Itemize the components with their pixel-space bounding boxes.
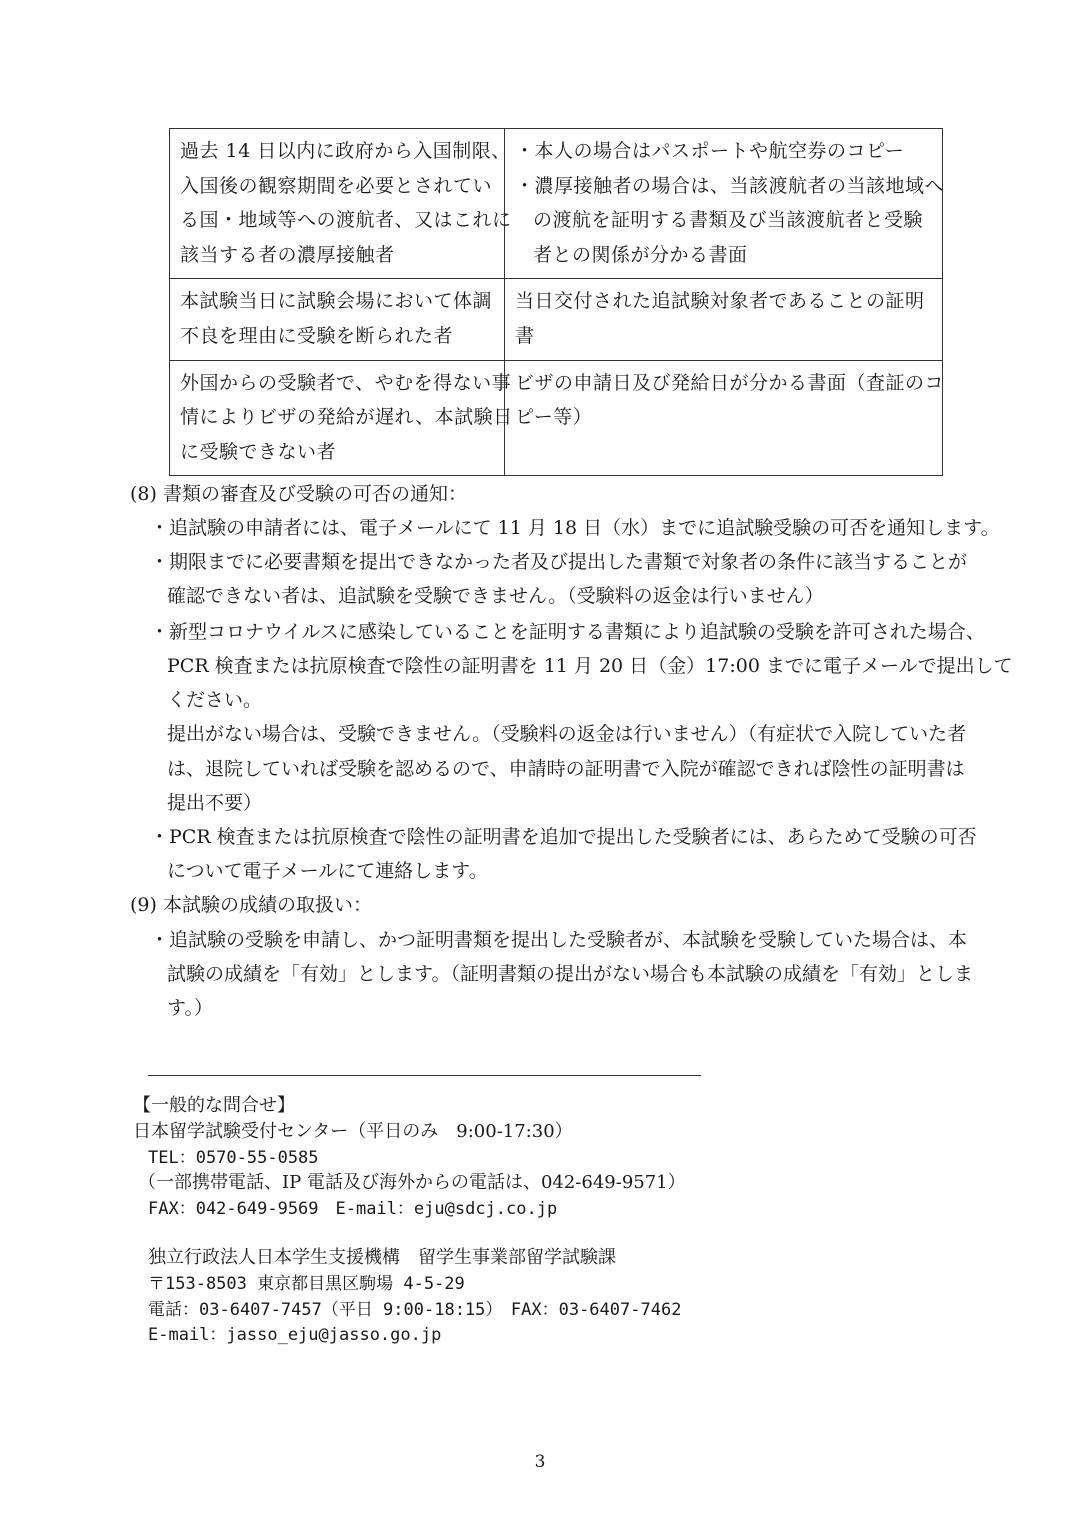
table-row	[170, 129, 943, 279]
section-8-bullet-continuation: は、退院していれば受験を認めるので、申請時の証明書で入院が確認できれば陰性の証明書は	[167, 758, 965, 780]
contact-heading: 【一般的な問合せ】	[133, 1095, 295, 1116]
section-8-bullet-continuation: 確認できない者は、追試験を受験できません。（受験料の返金は行いません）	[167, 585, 824, 607]
cell-text: 書	[515, 324, 535, 347]
table-cell-documents	[505, 129, 943, 279]
table-row	[170, 279, 943, 360]
table-cell-condition	[170, 360, 513, 476]
contact-center-name: 日本留学試験受付センター（平日のみ 9:00-17:30）	[133, 1121, 573, 1142]
contact-tel-note: （一部携帯電話、IP 電話及び海外からの電話は、042-649-9571）	[138, 1172, 686, 1193]
table-cell-condition	[170, 129, 512, 279]
cell-text: 者との関係が分かる書面	[533, 243, 748, 266]
cell-text: 不良を理由に受験を断られた者	[180, 324, 454, 347]
cell-text: ビザの申請日及び発給日が分かる書面（査証のコ	[515, 371, 945, 394]
section-8-heading: (8) 書類の審査及び受験の可否の通知：	[130, 483, 467, 505]
cell-text: 過去 14 日以内に政府から入国制限、	[180, 140, 511, 162]
section-8-bullet-continuation: について電子メールにて連絡します。	[167, 860, 488, 882]
cell-text: る国・地域等への渡航者、又はこれに	[180, 209, 512, 232]
cell-text: ・濃厚接触者の場合は、当該渡航者の当該地域へ	[515, 174, 945, 197]
section-9-bullet-continuation: 試験の成績を「有効」とします。（証明書類の提出がない場合も本試験の成績を「有効」としま	[167, 963, 973, 985]
section-8-bullet-continuation: ください。	[167, 689, 263, 711]
table-cell-condition	[170, 279, 505, 360]
cell-text: 情によりビザの発給が遅れ、本試験日	[180, 406, 513, 429]
page-number: 3	[534, 1452, 546, 1472]
cell-text: ・本人の場合はパスポートや航空券のコピー	[515, 140, 905, 162]
section-8-bullet: ・PCR 検査または抗原検査で陰性の証明書を追加で提出した受験者には、あらためて受験の可否	[150, 826, 977, 848]
section-9-bullet: ・追試験の受験を申請し、かつ証明書類を提出した受験者が、本試験を受験していた場合は、本	[150, 929, 968, 951]
table-cell-documents	[505, 360, 943, 476]
section-8-bullet-continuation: 提出不要）	[167, 792, 263, 814]
table-cell-documents	[505, 279, 943, 360]
contact-phone-fax: 電話：03-6407-7457（平日 9:00-18:15） FAX：03-6407-7462	[148, 1300, 682, 1320]
cell-text: 入国後の観察期間を必要とされてい	[180, 174, 493, 197]
cell-text: ピー等）	[515, 406, 593, 429]
section-9-bullet-continuation: す。）	[167, 997, 213, 1019]
section-8-bullet: ・追試験の申請者には、電子メールにて 11 月 18 日（水）までに追試験受験の可否を通知します。	[150, 517, 1000, 539]
contact-organization: 独立行政法人日本学生支援機構 留学生事業部留学試験課	[148, 1247, 616, 1268]
cell-text: 本試験当日に試験会場において体調	[180, 290, 493, 313]
table-row	[170, 360, 943, 476]
contact-tel: TEL：0570-55-0585	[148, 1148, 319, 1168]
cell-text: の渡航を証明する書類及び当該渡航者と受験	[533, 209, 924, 232]
contact-address: 〒153-8503 東京都目黒区駒場 4-5-29	[148, 1274, 465, 1294]
cell-text: に受験できない者	[180, 440, 337, 463]
requirements-table	[169, 128, 943, 476]
section-9-heading: (9) 本試験の成績の取扱い：	[130, 894, 372, 916]
section-8-bullet: ・期限までに必要書類を提出できなかった者及び提出した書類で対象者の条件に該当することが	[150, 551, 968, 573]
section-8-bullet: ・新型コロナウイルスに感染していることを証明する書類により追試験の受験を許可された場合、	[150, 621, 985, 643]
section-8-bullet-continuation: PCR 検査または抗原検査で陰性の証明書を 11 月 20 日（金）17:00 までに電子メールで提出して	[167, 655, 1013, 677]
contact-email: E-mail：jasso_eju@jasso.go.jp	[148, 1325, 442, 1345]
contact-fax-email: FAX：042-649-9569 E-mail：eju@sdcj.co.jp	[148, 1199, 558, 1219]
divider-line	[148, 1075, 701, 1076]
section-8-bullet-continuation: 提出がない場合は、受験できません。（受験料の返金は行いません）（有症状で入院していた者	[167, 723, 967, 745]
cell-text: 外国からの受験者で、やむを得ない事	[180, 371, 512, 394]
cell-text: 該当する者の濃厚接触者	[180, 243, 395, 266]
cell-text: 当日交付された追試験対象者であることの証明	[515, 290, 925, 313]
